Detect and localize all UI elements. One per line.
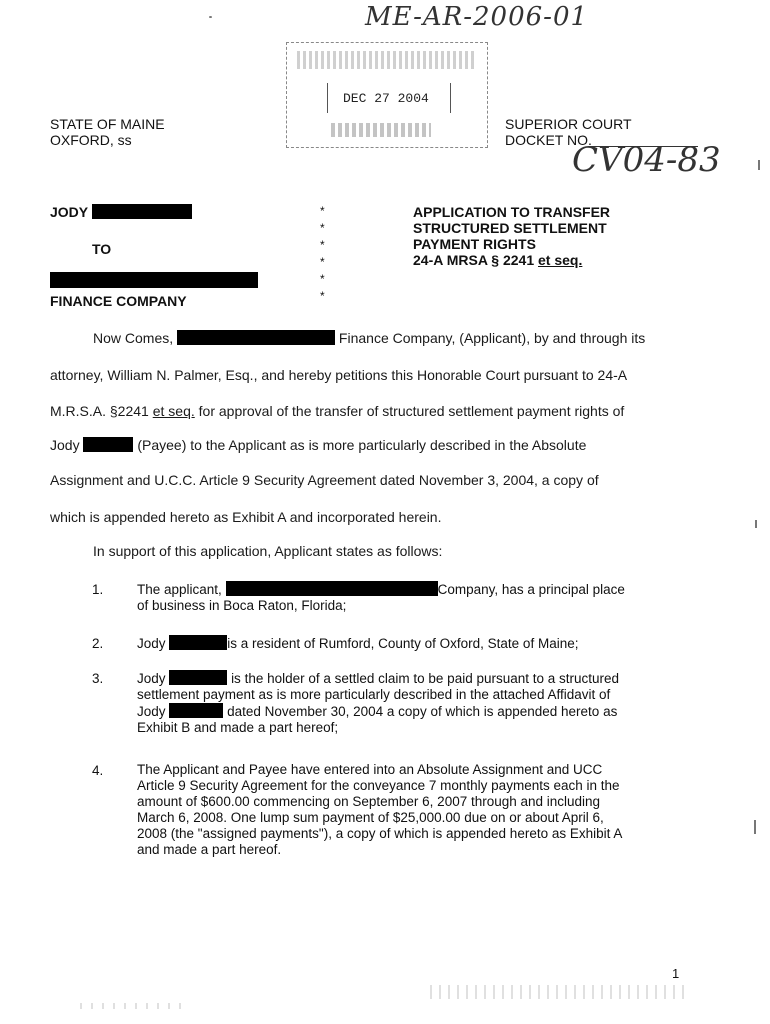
support-intro: In support of this application, Applicant states as follows:	[93, 543, 443, 559]
handwritten-docket-number: CV04-83	[572, 140, 721, 180]
county-label: OXFORD, ss	[50, 132, 132, 148]
item-text: The applicant, Company, has a principal place of business in Boca Raton, Florida;	[137, 582, 625, 613]
state-label: STATE OF MAINE	[50, 116, 165, 132]
party-block	[50, 204, 192, 220]
scan-speck	[755, 520, 757, 528]
item-number: 2.	[92, 636, 104, 651]
page-number: 1	[672, 966, 680, 981]
redaction-bar	[92, 204, 192, 219]
scan-speck	[754, 820, 756, 834]
item-text: Jody is a resident of Rumford, County of Oxford, State of Maine;	[137, 636, 579, 651]
scan-speck	[209, 16, 212, 18]
caption-divider-asterisks: * * * * * *	[320, 204, 325, 303]
item-text: Jody is the holder of a settled claim to be paid pursuant to a structured settlement payment as is more particularly described in the attached Affidavit of Jody dated November 30, 2004 a copy of which is appended hereto as Exhibit B and made a part hereof;	[137, 671, 620, 735]
court-caption-left	[50, 116, 165, 148]
defendant-name: FINANCE COMPANY	[50, 293, 187, 309]
item-text: The Applicant and Payee have entered into an Absolute Assignment and UCC Article 9 Security Agreement for the conveyance 7 monthly payments each in the amount of $600.00 commencing on September 6, 2007 through and including March 6, 2008. One lump sum payment of $25,000.00 due on or about April 6, 2008 (the "assigned payments"), a copy of which is appended hereto as Exhibit A and made a part hereof.	[137, 762, 623, 857]
title-line: PAYMENT RIGHTS	[413, 236, 536, 252]
title-line: 24-A MRSA § 2241 et seq.	[413, 252, 583, 268]
item-number: 1.	[92, 582, 104, 597]
stamp-footer-blur	[331, 123, 431, 137]
redaction-bar	[50, 272, 258, 288]
redaction-bar	[169, 635, 227, 650]
redaction-bar	[169, 670, 227, 685]
scan-noise-bottom	[430, 985, 690, 999]
redaction-bar	[177, 330, 335, 345]
document-title	[413, 204, 610, 268]
plaintiff-line	[50, 204, 192, 220]
handwritten-reference-note: ME-AR-2006-01	[365, 2, 589, 32]
docket-label: DOCKET NO.	[505, 132, 592, 148]
scan-speck	[758, 160, 760, 170]
title-line: STRUCTURED SETTLEMENT	[413, 220, 607, 236]
body-line: Jody (Payee) to the Applicant as is more particularly described in the Absolute	[50, 437, 587, 453]
title-line: APPLICATION TO TRANSFER	[413, 204, 611, 220]
body-line: Now Comes, Finance Company, (Applicant), by and through its	[93, 330, 646, 346]
redaction-bar	[83, 437, 133, 452]
redaction-bar	[169, 703, 223, 718]
redaction-bar	[226, 581, 438, 596]
body-line: Assignment and U.C.C. Article 9 Security Agreement dated November 3, 2004, a copy of	[50, 472, 599, 488]
item-number: 4.	[92, 763, 104, 778]
scan-noise-bottom-left	[80, 1003, 190, 1009]
plaintiff-name: JODY	[50, 204, 88, 220]
versus-label: TO	[92, 241, 112, 257]
stamp-header-blur	[297, 51, 477, 69]
body-line: attorney, William N. Palmer, Esq., and hereby petitions this Honorable Court pursuant to 24-A	[50, 367, 628, 383]
body-line: which is appended hereto as Exhibit A and incorporated herein.	[50, 509, 442, 525]
item-number: 3.	[92, 671, 104, 686]
stamp-date: DEC 27 2004	[343, 91, 429, 106]
body-line: M.R.S.A. §2241 et seq. for approval of the transfer of structured settlement payment rights of	[50, 403, 625, 419]
received-stamp	[286, 42, 488, 148]
court-name: SUPERIOR COURT	[505, 116, 632, 132]
